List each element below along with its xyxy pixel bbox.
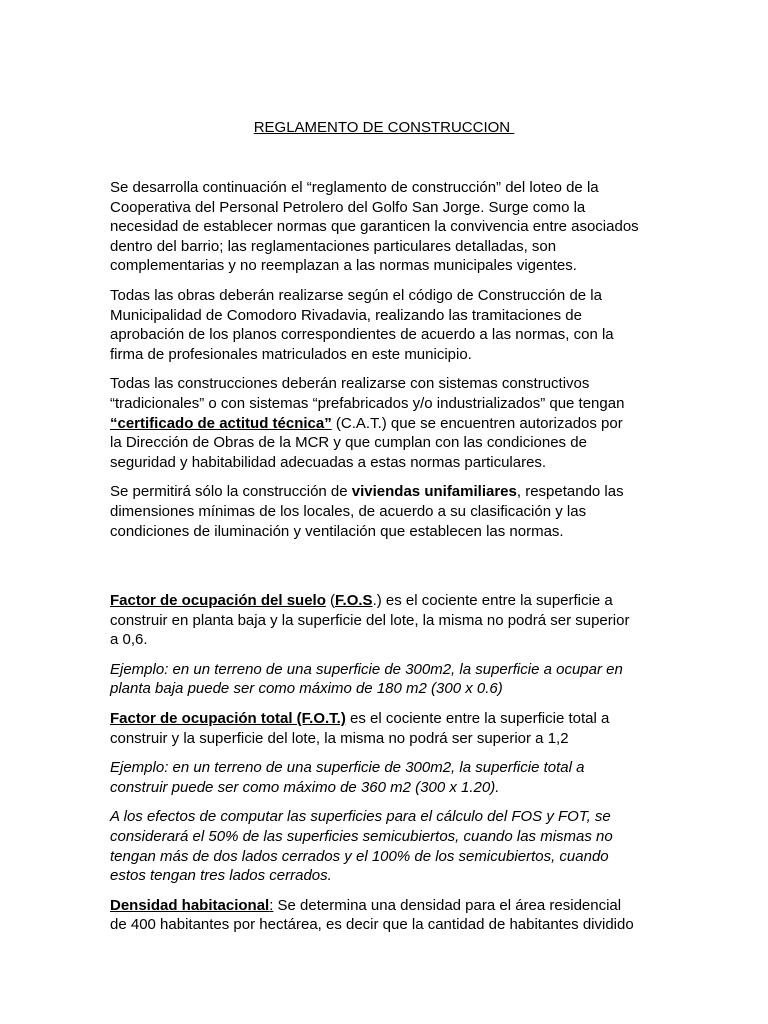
paragraph-computo	[110, 807, 662, 885]
text-line: construir y la superficie del lote, la misma no podrá ser superior a 1,2	[110, 729, 569, 747]
text-line: firma de profesionales matriculados en este municipio.	[110, 345, 472, 363]
text-line: la Dirección de Obras de la MCR y que cumplan con las condiciones de	[110, 434, 587, 452]
densidad-term: Densidad habitacional	[110, 896, 270, 914]
paragraph-sistemas	[110, 374, 662, 472]
viviendas-pre: Se permitirá sólo la construcción de	[110, 483, 352, 501]
densidad-colon: :	[269, 896, 274, 914]
text-line: complementarias y no reemplazan a las normas municipales vigentes.	[110, 257, 577, 275]
text-line: A los efectos de computar las superficies para el cálculo del FOS y FOT, se	[110, 808, 611, 826]
text-line: dimensiones mínimas de los locales, de acuerdo a su clasificación y las	[110, 502, 587, 520]
text-line: estos tengan tres lados cerrados.	[110, 867, 332, 885]
text-line	[110, 709, 662, 729]
fos-term: Factor de ocupación del suelo	[110, 592, 326, 610]
text-line: Todas las obras deberán realizarse según el código de Construcción de la	[110, 286, 602, 304]
paragraph-fos-example	[110, 660, 662, 699]
document-title: REGLAMENTO DE CONSTRUCCION	[253, 119, 515, 136]
paragraph-intro	[110, 178, 662, 276]
paragraph-fos	[110, 591, 662, 650]
text-line: a 0,6.	[110, 631, 148, 649]
text-line: tengan más de dos lados cerrados y el 100% de los semicubiertos, cuando	[110, 847, 609, 865]
text-line: seguridad y habitabilidad adecuadas a estas normas particulares.	[110, 453, 547, 471]
text-line: “tradicionales” o con sistemas “prefabricados y/o industrializados” que tengan	[110, 394, 625, 412]
viviendas-post: , respetando las	[516, 483, 624, 501]
paragraph-fot-example	[110, 758, 662, 797]
text-line: Ejemplo: en un terreno de una superficie de 300m2, la superficie total a	[110, 759, 585, 777]
cat-term: “certificado de actitud técnica”	[110, 414, 332, 432]
viviendas-term: viviendas unifamiliares	[351, 483, 517, 501]
text-line	[110, 482, 662, 502]
paragraph-viviendas	[110, 482, 662, 541]
densidad-rest: Se determina una densidad para el área residencial	[273, 896, 622, 914]
text-line: Ejemplo: en un terreno de una superficie de 300m2, la superficie a ocupar en	[110, 660, 623, 678]
fot-term: Factor de ocupación total (F.O.T.)	[110, 710, 346, 728]
text-line: considerará el 50% de las superficies semicubiertos, cuando las mismas no	[110, 828, 613, 846]
text-line: dentro del barrio; las reglamentaciones particulares detalladas, son	[110, 237, 557, 255]
fos-abbr: F.O.S	[335, 592, 373, 610]
text-line: condiciones de iluminación y ventilación que establecen las normas.	[110, 522, 564, 540]
text-line	[110, 591, 662, 611]
text-line: Todas las construcciones deberán realizarse con sistemas constructivos	[110, 375, 590, 393]
paragraph-fot	[110, 709, 662, 748]
text-line	[110, 414, 662, 434]
cat-rest: (C.A.T.) que se encuentren autorizados por	[331, 414, 623, 432]
text-line: necesidad de establecer normas que garanticen la convivencia entre asociados	[110, 218, 639, 236]
text-line: planta baja puede ser como máximo de 180 m2 (300 x 0.6)	[110, 680, 503, 698]
text-line: Municipalidad de Comodoro Rivadavia, realizando las tramitaciones de	[110, 306, 582, 324]
paragraph-codigo	[110, 286, 662, 364]
text-line	[110, 896, 662, 916]
fos-rest: es el cociente entre la superficie a	[381, 592, 613, 610]
text-line: construir en planta baja y la superficie del lote, la misma no podrá ser superior	[110, 611, 630, 629]
fos-abbr-end: .)	[372, 592, 382, 610]
text-line: construir puede ser como máximo de 360 m2 (300 x 1.20).	[110, 778, 500, 796]
document-body	[110, 178, 662, 945]
section-spacer	[110, 551, 662, 591]
fot-rest: es el cociente entre la superficie total a	[345, 710, 610, 728]
text-line: Cooperativa del Personal Petrolero del Golfo San Jorge. Surge como la	[110, 198, 586, 216]
paragraph-densidad	[110, 896, 662, 935]
text-line: de 400 habitantes por hectárea, es decir que la cantidad de habitantes dividido	[110, 916, 634, 934]
text-line: aprobación de los planos correspondientes de acuerdo a las normas, con la	[110, 326, 614, 344]
text-line: Se desarrolla continuación el “reglamento de construcción” del loteo de la	[110, 179, 599, 196]
fos-paren: (	[325, 592, 336, 610]
